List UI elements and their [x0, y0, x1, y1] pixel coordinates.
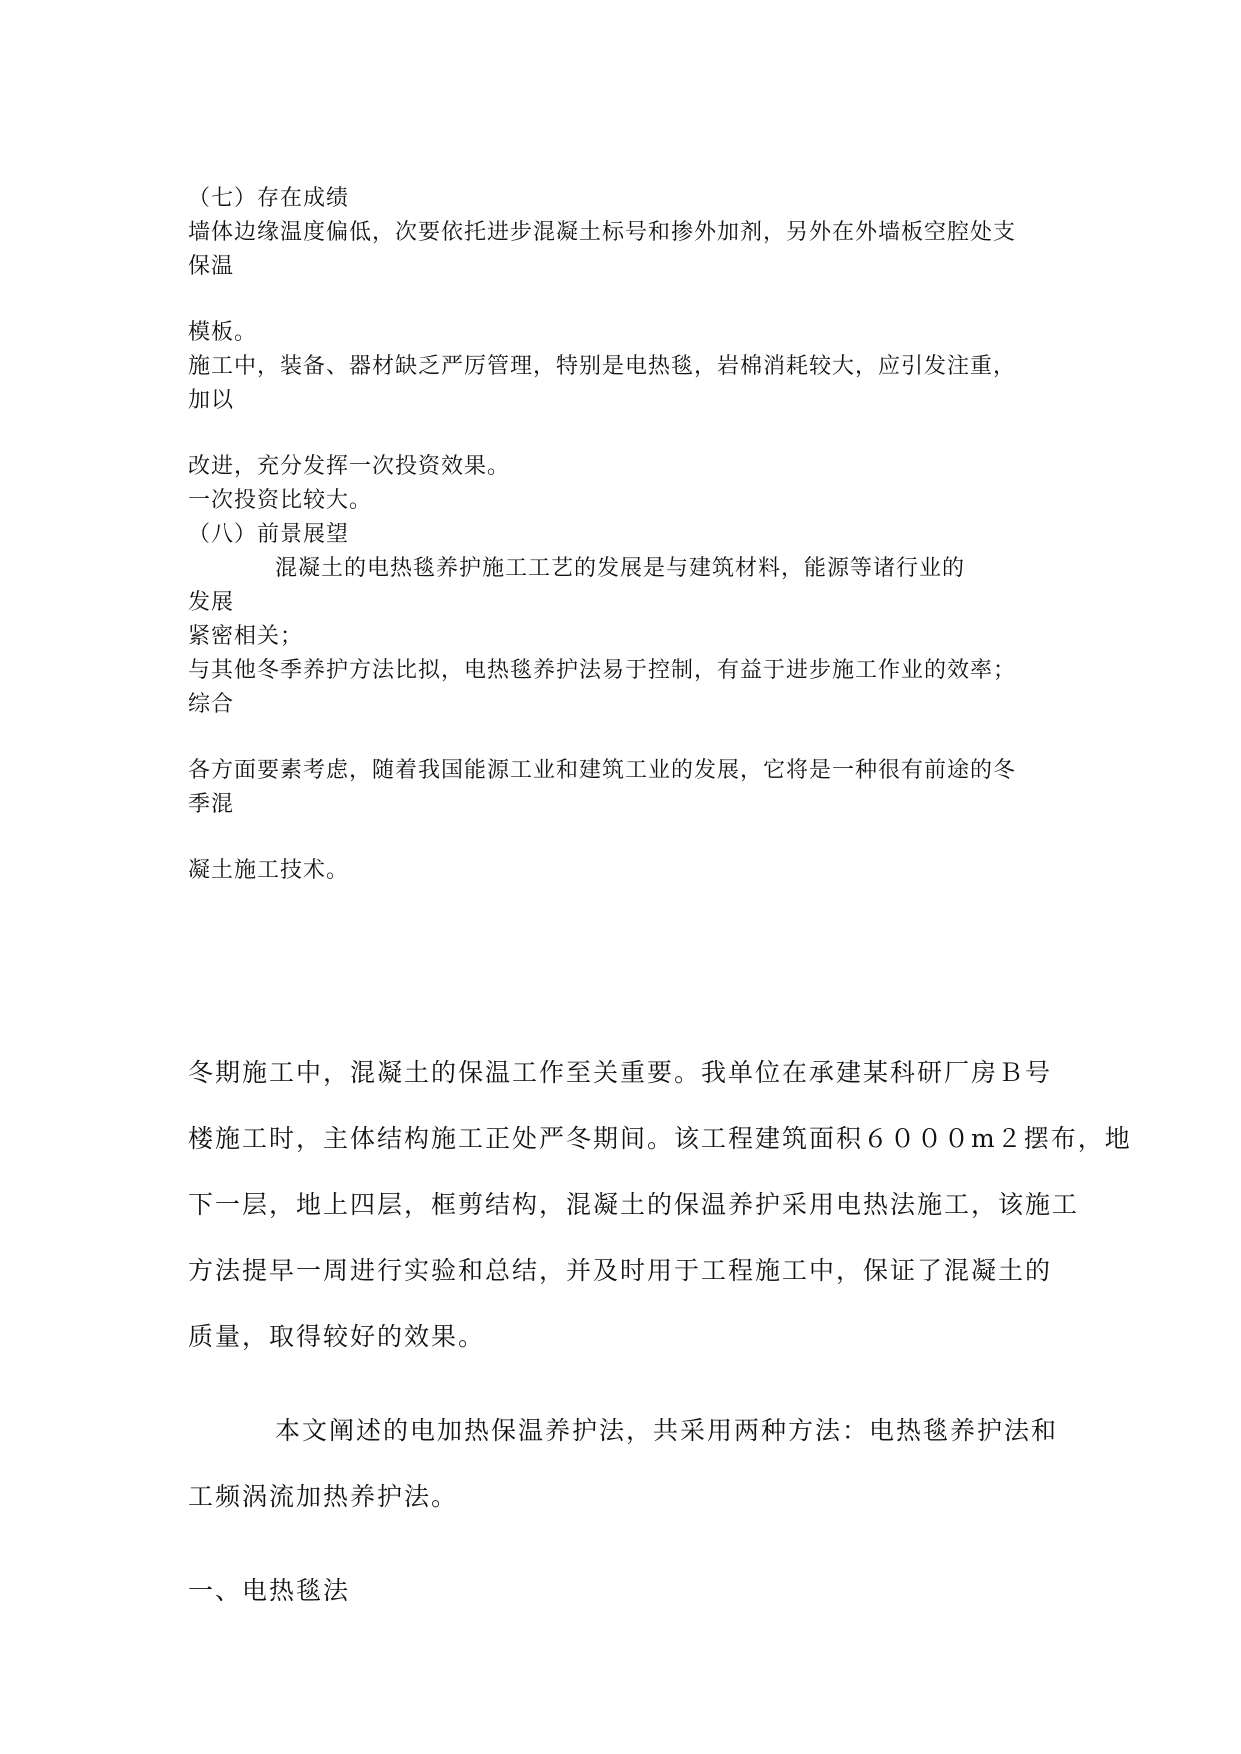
text-line: 墙体边缘温度偏低，次要依托进步混凝土标号和掺外加剂，另外在外墙板空腔处支: [188, 220, 1017, 245]
intro-paragraph-line: 下一层，地上四层，框剪结构，混凝土的保温养护采用电热法施工，该施工: [188, 1190, 1080, 1219]
text-line: 一次投资比较大。: [188, 488, 373, 513]
text-line: 凝土施工技术。: [188, 858, 350, 883]
text-line: 各方面要素考虑，随着我国能源工业和建筑工业的发展，它将是一种很有前途的冬: [188, 758, 1017, 783]
text-line: 改进，充分发挥一次投资效果。: [188, 454, 511, 479]
text-line: 季混: [188, 792, 235, 817]
text-line: 综合: [188, 692, 235, 717]
text-line: 保温: [188, 254, 235, 279]
text-line: 混凝土的电热毯养护施工工艺的发展是与建筑材料，能源等诸行业的: [275, 556, 966, 581]
intro-paragraph-line: 冬期施工中，混凝土的保温工作至关重要。我单位在承建某科研厂房Ｂ号: [188, 1058, 1053, 1087]
intro-paragraph-line: 楼施工时，主体结构施工正处严冬期间。该工程建筑面积６０００m２摆布，地: [188, 1124, 1132, 1153]
section-7-heading: （七）存在成绩: [188, 186, 350, 211]
text-line: 施工中，装备、器材缺乏严厉管理，特别是电热毯，岩棉消耗较大，应引发注重，: [188, 354, 1017, 379]
intro-paragraph-line: 质量，取得较好的效果。: [188, 1322, 486, 1351]
text-line: 发展: [188, 590, 235, 615]
methods-paragraph-line: 工频涡流加热养护法。: [188, 1482, 459, 1511]
text-line: 紧密相关；: [188, 624, 304, 649]
text-line: 模板。: [188, 320, 258, 345]
text-line: 加以: [188, 388, 235, 413]
section-1-heading: 一、电热毯法: [188, 1576, 351, 1605]
text-line: 与其他冬季养护方法比拟，电热毯养护法易于控制，有益于进步施工作业的效率；: [188, 658, 1017, 683]
intro-paragraph-line: 方法提早一周进行实验和总结，并及时用于工程施工中，保证了混凝土的: [188, 1256, 1053, 1285]
methods-paragraph-line: 本文阐述的电加热保温养护法，共采用两种方法：电热毯养护法和: [275, 1416, 1059, 1445]
section-8-heading: （八）前景展望: [188, 522, 350, 547]
